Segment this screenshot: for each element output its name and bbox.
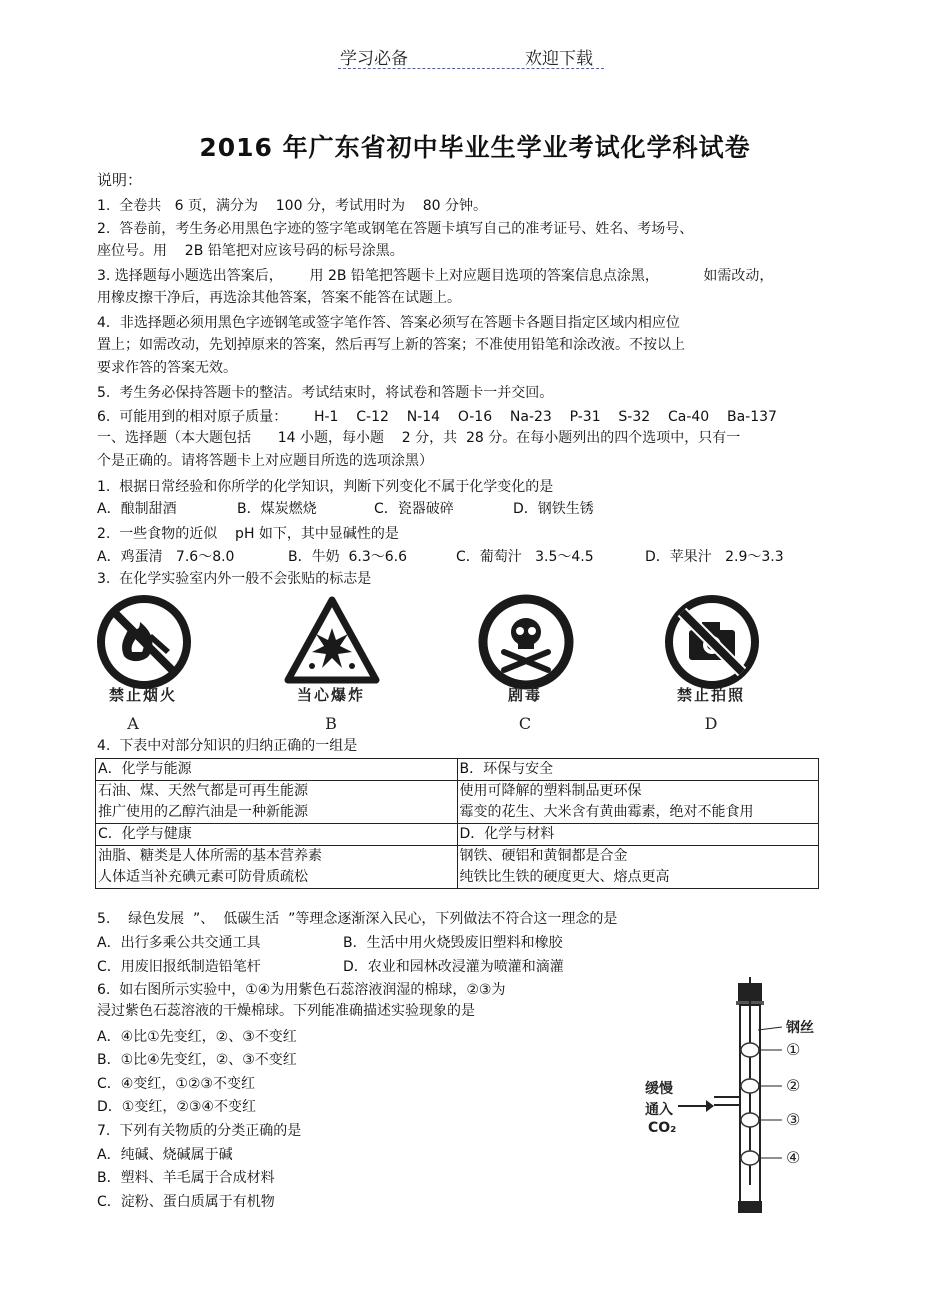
option-b: B．塑料、羊毛属于合成材料 bbox=[97, 1170, 275, 1186]
arrow-right-icon bbox=[676, 1096, 716, 1116]
table-cell: 油脂、糖类是人体所需的基本营养素 人体适当补充碘元素可防骨质疏松 bbox=[96, 846, 458, 889]
table-row bbox=[96, 846, 819, 889]
option-a: A．纯碱、烧碱属于碱 bbox=[97, 1147, 233, 1163]
table-cell: 钢铁、硬铝和黄铜都是合金 纯铁比生铁的硬度更大、熔点更高 bbox=[457, 846, 819, 889]
question-stem: 4. 下表中对部分知识的归纳正确的一组是 bbox=[97, 738, 358, 754]
table-cell: 使用可降解的塑料制品更环保 霉变的花生、大米含有黄曲霉素，绝对不能食用 bbox=[457, 781, 819, 824]
option-d: D．①变红，②③④不变红 bbox=[97, 1099, 256, 1115]
note-line: 置上；如需改动，先划掉原来的答案，然后再写上新的答案；不准使用铅笔和涂改液。不按以上 bbox=[97, 337, 685, 353]
note-line: 座位号。用 2B 铅笔把对应该号码的标号涂黑。 bbox=[97, 243, 404, 259]
question-stem: 1. 根据日常经验和你所学的化学知识，判断下列变化不属于化学变化的是 bbox=[97, 479, 554, 495]
question-stem: 6. 如右图所示实验中，①④为用紫色石蕊溶液润湿的棉球，②③为 bbox=[97, 982, 506, 998]
table-cell: C．化学与健康 bbox=[96, 824, 458, 846]
option-a: A．④比①先变红，②、③不变红 bbox=[97, 1029, 297, 1045]
table-cell: A．化学与能源 bbox=[96, 759, 458, 781]
sign-caption: 禁止拍照 bbox=[676, 686, 745, 704]
note-line: 6. 可能用到的相对原子质量： H-1 C-12 N-14 O-16 Na-23 P-31 S-32 Ca-40 Ba-137 bbox=[97, 409, 777, 425]
header-left: 学习必备 bbox=[340, 49, 408, 69]
option-c: C．④变红，①②③不变红 bbox=[97, 1076, 255, 1092]
section-intro: 个是正确的。请将答题卡上对应题目所选的选项涂黑） bbox=[97, 453, 433, 469]
ball-label: ① bbox=[786, 1040, 801, 1059]
sign-letter: D bbox=[704, 714, 718, 733]
option-d: D．苹果汁 2.9～3.3 bbox=[645, 549, 784, 565]
note-line: 2. 答卷前，考生务必用黑色字迹的签字笔或钢笔在答题卡填写自己的准考证号、姓名、考场号、 bbox=[97, 221, 694, 237]
option-b: B．①比④先变红，②、③不变红 bbox=[97, 1052, 297, 1068]
notes-heading: 说明： bbox=[97, 171, 143, 189]
sign-letter: B bbox=[325, 714, 337, 733]
note-line: 用橡皮擦干净后，再选涂其他答案，答案不能答在试题上。 bbox=[97, 290, 461, 306]
page-title: 2016 年广东省初中毕业生学业考试化学科试卷 bbox=[199, 133, 751, 162]
sign-letter: A bbox=[127, 714, 139, 733]
note-line: 5. 考生务必保持答题卡的整洁。考试结束时，将试卷和答题卡一并交回。 bbox=[97, 385, 554, 401]
explosion-warning-icon bbox=[282, 592, 382, 692]
note-line: 1. 全卷共 6 页，满分为 100 分，考试用时为 80 分钟。 bbox=[97, 198, 488, 214]
inlet-label: 缓慢 bbox=[645, 1081, 673, 1097]
header-right: 欢迎下载 bbox=[525, 49, 593, 69]
no-photo-icon bbox=[662, 592, 762, 692]
table-row bbox=[96, 759, 819, 781]
option-c: C．瓷器破碎 bbox=[374, 501, 454, 517]
option-a: A．鸡蛋清 7.6～8.0 bbox=[97, 549, 235, 565]
co2-apparatus-diagram bbox=[700, 975, 820, 1215]
option-c: C．葡萄汁 3.5～4.5 bbox=[456, 549, 594, 565]
question-stem: 5. 绿色发展 ”、 低碳生活 ”等理念逐渐深入民心，下列做法不符合这一理念的是 bbox=[97, 911, 618, 927]
table-cell: B．环保与安全 bbox=[457, 759, 819, 781]
gas-label: CO₂ bbox=[648, 1120, 677, 1136]
header-divider bbox=[338, 68, 604, 69]
knowledge-table bbox=[95, 758, 819, 889]
note-line: 4．非选择题必须用黑色字迹钢笔或签字笔作答、答案必须写在答题卡各题目指定区域内相应位 bbox=[97, 315, 680, 331]
option-a: A．出行多乘公共交通工具 bbox=[97, 935, 261, 951]
option-b: B．煤炭燃烧 bbox=[237, 501, 317, 517]
note-line: 要求作答的答案无效。 bbox=[97, 360, 237, 376]
question-stem: 浸过紫色石蕊溶液的干燥棉球。下列能准确描述实验现象的是 bbox=[97, 1003, 475, 1019]
sign-letter: C bbox=[518, 714, 532, 733]
section-intro: 一、选择题（本大题包括 14 小题，每小题 2 分，共 28 分。在每小题列出的四个选项中，只有一 bbox=[97, 430, 741, 446]
inlet-label: 通入 bbox=[645, 1102, 673, 1118]
ball-label: ③ bbox=[786, 1110, 801, 1129]
note-line: 3. 选择题每小题选出答案后， 用 2B 铅笔把答题卡上对应题目选项的答案信息点涂黑， 如需改动， bbox=[97, 268, 774, 284]
option-c: C．淀粉、蛋白质属于有机物 bbox=[97, 1194, 275, 1210]
table-row bbox=[96, 781, 819, 824]
option-c: C．用废旧报纸制造铅笔杆 bbox=[97, 959, 261, 975]
table-row bbox=[96, 824, 819, 846]
ball-label: ④ bbox=[786, 1148, 801, 1167]
wire-label: 钢丝 bbox=[786, 1020, 814, 1036]
question-stem: 3. 在化学实验室内外一般不会张贴的标志是 bbox=[97, 571, 372, 587]
option-d: D．农业和园林改浸灌为喷灌和滴灌 bbox=[343, 959, 564, 975]
table-cell: 石油、煤、天然气都是可再生能源 推广使用的乙醇汽油是一种新能源 bbox=[96, 781, 458, 824]
ball-label: ② bbox=[786, 1076, 801, 1095]
question-stem: 7. 下列有关物质的分类正确的是 bbox=[97, 1123, 302, 1139]
option-a: A．酿制甜酒 bbox=[97, 501, 177, 517]
no-fire-icon bbox=[94, 592, 194, 692]
option-d: D．钢铁生锈 bbox=[513, 501, 594, 517]
sign-caption: 禁止烟火 bbox=[108, 686, 177, 704]
question-stem: 2. 一些食物的近似 pH 如下，其中显碱性的是 bbox=[97, 526, 399, 542]
option-b: B．生活中用火烧毁废旧塑料和橡胶 bbox=[343, 935, 563, 951]
sign-caption: 当心爆炸 bbox=[296, 686, 365, 704]
toxic-skull-icon bbox=[476, 592, 576, 692]
sign-caption: 剧毒 bbox=[507, 686, 542, 704]
option-b: B．牛奶 6.3～6.6 bbox=[288, 549, 408, 565]
table-cell: D．化学与材料 bbox=[457, 824, 819, 846]
